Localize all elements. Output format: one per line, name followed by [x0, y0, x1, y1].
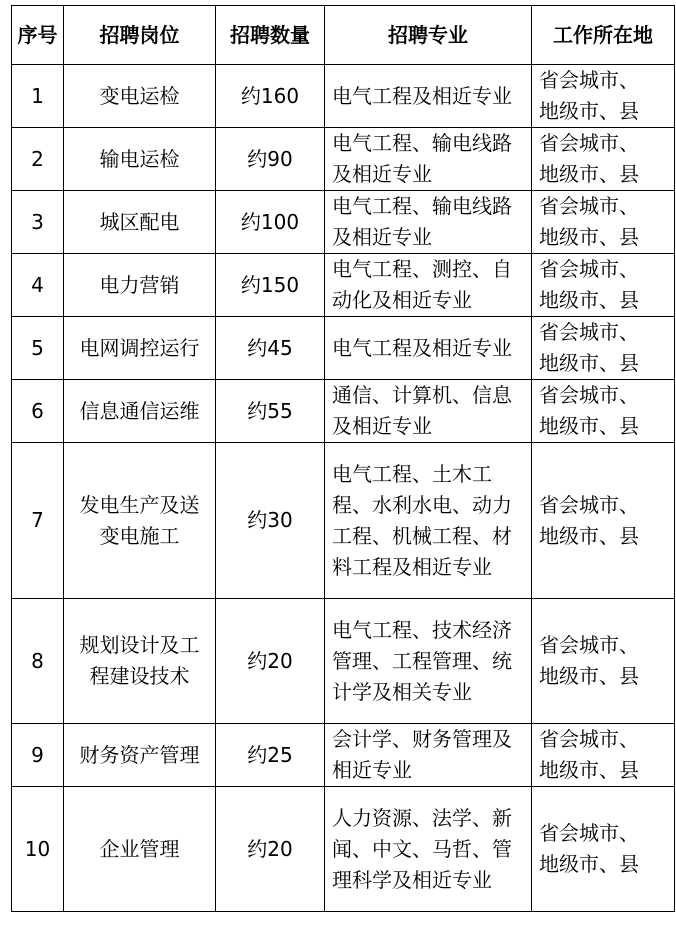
row-count: 约30 — [216, 443, 325, 599]
recruitment-table — [11, 5, 675, 912]
row-major: 电气工程、土木工程、水利水电、动力工程、机械工程、材料工程及相近专业 — [325, 443, 532, 599]
row-location-text: 省会城市、地级市、县 — [539, 383, 639, 438]
header-location: 工作所在地 — [532, 6, 675, 65]
row-position-text: 发电生产及送变电施工 — [79, 492, 200, 548]
row-position: 电力营销 — [64, 254, 216, 317]
header-row — [12, 6, 675, 65]
row-count: 约150 — [216, 254, 325, 317]
row-number: 6 — [12, 380, 64, 443]
row-location-text: 省会城市、地级市、县 — [539, 131, 639, 186]
row-number: 8 — [12, 599, 64, 724]
table-row — [12, 254, 675, 317]
row-location — [532, 65, 675, 128]
table-row — [12, 724, 675, 787]
table-row — [12, 317, 675, 380]
row-position: 信息通信运维 — [64, 380, 216, 443]
row-position: 城区配电 — [64, 191, 216, 254]
header-major: 招聘专业 — [325, 6, 532, 65]
row-location — [532, 191, 675, 254]
table-row — [12, 443, 675, 599]
row-location-text: 省会城市、地级市、县 — [539, 727, 639, 782]
row-number: 4 — [12, 254, 64, 317]
row-number: 9 — [12, 724, 64, 787]
row-major: 通信、计算机、信息及相近专业 — [325, 380, 532, 443]
row-location-text: 省会城市、地级市、县 — [539, 320, 639, 375]
row-major: 电气工程、输电线路及相近专业 — [325, 191, 532, 254]
row-position: 电网调控运行 — [64, 317, 216, 380]
header-count: 招聘数量 — [216, 6, 325, 65]
row-major: 人力资源、法学、新闻、中文、马哲、管理科学及相近专业 — [325, 787, 532, 912]
header-no: 序号 — [12, 6, 64, 65]
row-number: 7 — [12, 443, 64, 599]
table-row — [12, 65, 675, 128]
row-major: 电气工程及相近专业 — [325, 317, 532, 380]
row-location — [532, 254, 675, 317]
row-position: 输电运检 — [64, 128, 216, 191]
row-location-text: 省会城市、地级市、县 — [539, 194, 639, 249]
row-major: 电气工程、测控、自动化及相近专业 — [325, 254, 532, 317]
table-row — [12, 787, 675, 912]
row-location — [532, 599, 675, 724]
row-major: 电气工程、输电线路及相近专业 — [325, 128, 532, 191]
table-row — [12, 128, 675, 191]
row-position-text: 规划设计及工程建设技术 — [79, 633, 200, 688]
row-position — [64, 443, 216, 599]
row-location — [532, 724, 675, 787]
row-position: 变电运检 — [64, 65, 216, 128]
row-number: 1 — [12, 65, 64, 128]
row-location — [532, 443, 675, 599]
row-location — [532, 128, 675, 191]
row-count: 约160 — [216, 65, 325, 128]
row-location — [532, 380, 675, 443]
row-location-text: 省会城市、地级市、县 — [539, 257, 639, 312]
row-count: 约20 — [216, 787, 325, 912]
row-count: 约45 — [216, 317, 325, 380]
row-count: 约25 — [216, 724, 325, 787]
row-location — [532, 317, 675, 380]
row-location-text: 省会城市、地级市、县 — [539, 633, 639, 688]
row-major: 电气工程及相近专业 — [325, 65, 532, 128]
row-number: 3 — [12, 191, 64, 254]
row-count: 约90 — [216, 128, 325, 191]
row-location-text: 省会城市、地级市、县 — [539, 68, 639, 123]
row-location-text: 省会城市、地级市、县 — [539, 821, 639, 876]
row-major: 电气工程、技术经济管理、工程管理、统计学及相关专业 — [325, 599, 532, 724]
row-count: 约20 — [216, 599, 325, 724]
row-count: 约100 — [216, 191, 325, 254]
row-number: 2 — [12, 128, 64, 191]
header-position: 招聘岗位 — [64, 6, 216, 65]
table-row — [12, 380, 675, 443]
row-number: 10 — [12, 787, 64, 912]
row-count: 约55 — [216, 380, 325, 443]
row-position: 财务资产管理 — [64, 724, 216, 787]
row-position: 企业管理 — [64, 787, 216, 912]
row-major: 会计学、财务管理及相近专业 — [325, 724, 532, 787]
table-row — [12, 191, 675, 254]
row-location — [532, 787, 675, 912]
row-number: 5 — [12, 317, 64, 380]
row-position — [64, 599, 216, 724]
table-row — [12, 599, 675, 724]
row-location-text: 省会城市、地级市、县 — [539, 492, 639, 548]
